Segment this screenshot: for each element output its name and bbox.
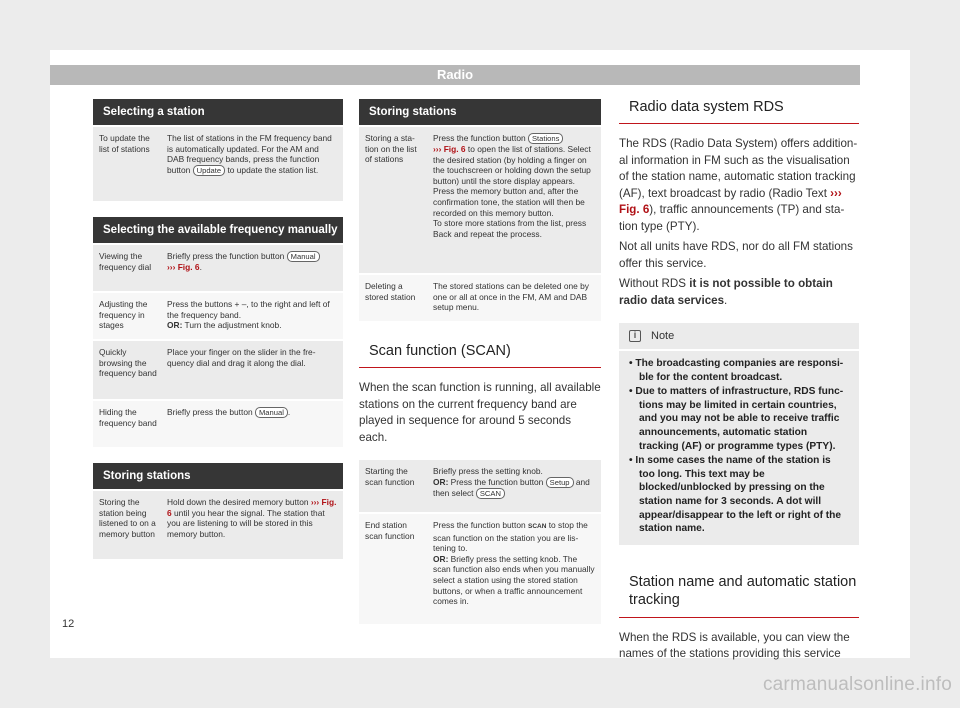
rds-body: [619, 136, 859, 309]
chapter-header: Radio: [50, 65, 860, 85]
figure-reference: ››› Fig. 6: [619, 186, 842, 216]
row-text: The stored stations can be deleted one by one or all at once in the FM, AM and DAB setup menu.: [433, 281, 589, 313]
table-row: [359, 460, 601, 512]
stations-button-chip: Stations: [528, 133, 563, 144]
row-text: Press the function button Stations ››› Fig. 6 to open the list of stations. Select the desired station (by holding a finger on the touchscreen or holding down the setup button) until the store display appears. Press the memory button and, after the confirmation tone, the station will then be recorded on this memory button. To store more stations from the list, press Back and repeat the process.: [433, 133, 591, 239]
table-row: [93, 489, 343, 559]
table-row: [93, 243, 343, 291]
table-selecting-a-station: [93, 99, 343, 201]
rds-paragraph-1: The RDS (Radio Data System) offers additional information in FM such as the visualisation of the station name, automatic station tracking (AF), text broadcast by radio (Radio Text ››› Fig. 6), traffic announcements (TP) and station type (PTY).: [619, 137, 858, 233]
rds-paragraph-3: Without RDS it is not possible to obtain radio data services.: [619, 277, 833, 307]
tracking-section-title: Station name and automatic station tracking: [619, 567, 859, 618]
tracking-description: When the RDS is available, you can view the names of the stations providing this service: [619, 630, 850, 661]
row-label: Storing a station on the list of stations: [365, 133, 417, 165]
figure-reference: ››› Fig. 6: [167, 262, 200, 272]
column-left: [93, 99, 343, 575]
row-text: Briefly press the setting knob. OR: Press the function button Setup and then select SCAN: [433, 466, 590, 498]
figure-reference: ››› Fig. 6: [433, 144, 466, 154]
watermark: carmanualsonline.info: [762, 674, 952, 695]
table-storing-stations: [93, 463, 343, 559]
scan-description: When the scan function is running, all available stations on the current frequency band are played in sequence for around 5 seconds each.: [359, 381, 601, 444]
row-text: Briefly press the button Manual .: [167, 407, 291, 417]
table-frequency-manual: [93, 217, 343, 447]
manual-button-chip: Manual: [287, 251, 320, 262]
rds-section-title: Radio data system RDS: [619, 99, 859, 124]
table-title: Selecting the available frequency manually: [93, 217, 343, 243]
table-row: [359, 273, 601, 321]
column-right: [619, 99, 859, 663]
table-scan-function: [359, 460, 601, 624]
table-storing-stations-list: [359, 99, 601, 321]
column-middle: [359, 99, 601, 640]
note-box: [619, 323, 859, 545]
row-label: Quickly browsing the frequency band: [99, 347, 157, 379]
row-text: Place your finger on the slider in the frequency dial and drag it along the dial.: [167, 347, 316, 368]
setup-button-chip: Setup: [546, 477, 574, 488]
row-label: End station scan function: [365, 520, 415, 541]
row-text: Press the buttons + –, to the right and left of the frequency band. OR: Turn the adjustment knob.: [167, 299, 330, 331]
note-label: Note: [651, 330, 675, 342]
note-header: [619, 323, 859, 351]
figure-reference: ››› Fig. 6: [167, 497, 337, 518]
row-label: Storing the station being listened to on a memory button: [99, 497, 156, 539]
note-list: [619, 351, 859, 545]
table-row: [93, 339, 343, 399]
table-row: [359, 125, 601, 273]
table-row: [93, 399, 343, 447]
row-label: Starting the scan function: [365, 466, 415, 487]
note-item: • Due to matters of infrastructure, RDS functions may be limited in certain countries, and you may not be able to receive traffic announcements, automatic station tracking (AF) or programme types (PTY).: [629, 386, 844, 452]
table-title: Storing stations: [359, 99, 601, 125]
page-number: 12: [62, 618, 75, 630]
row-label: Deleting a stored station: [365, 281, 416, 302]
row-label: Hiding the frequency band: [99, 407, 157, 428]
manual-button-chip: Manual: [255, 407, 288, 418]
row-label: Adjusting the frequency in stages: [99, 299, 148, 331]
note-item: • The broadcasting companies are responsible for the content broadcast.: [629, 358, 844, 383]
table-title: Selecting a station: [93, 99, 343, 125]
row-text: The list of stations in the FM frequency band is automatically updated. For the AM and DAB frequency bands, press the function button Update to update the station list.: [167, 133, 332, 175]
row-label: To update the list of stations: [99, 133, 150, 154]
table-row: [93, 291, 343, 339]
info-icon: i: [629, 330, 641, 342]
row-text: Press the function button SCAN to stop the scan function on the station you are listening to. OR: Briefly press the setting knob. The scan function also ends when you manually select a station using the stored station buttons, or when a traffic announcement comes in.: [433, 520, 595, 607]
table-title: Storing stations: [93, 463, 343, 489]
table-row: [93, 125, 343, 201]
scan-section-title: Scan function (SCAN): [359, 337, 601, 368]
row-label: Viewing the frequency dial: [99, 251, 152, 272]
scan-inline-icon: SCAN: [527, 523, 547, 530]
row-text: Briefly press the function button Manual ››› Fig. 6.: [161, 245, 343, 291]
scan-button-chip: SCAN: [476, 488, 505, 499]
update-button-chip: Update: [193, 165, 226, 176]
note-item: • In some cases the name of the station is too long. This text may be blocked/unblocked by pressing on the station name for 3 seconds. A dot will appear/disappear to the left or right of the station name.: [629, 455, 842, 535]
rds-paragraph-2: Not all units have RDS, nor do all FM stations offer this service.: [619, 240, 853, 270]
row-text: Hold down the desired memory button ››› Fig. 6 until you hear the signal. The station that you are listening to will be stored in this memory button.: [167, 497, 337, 539]
table-row: [359, 512, 601, 624]
